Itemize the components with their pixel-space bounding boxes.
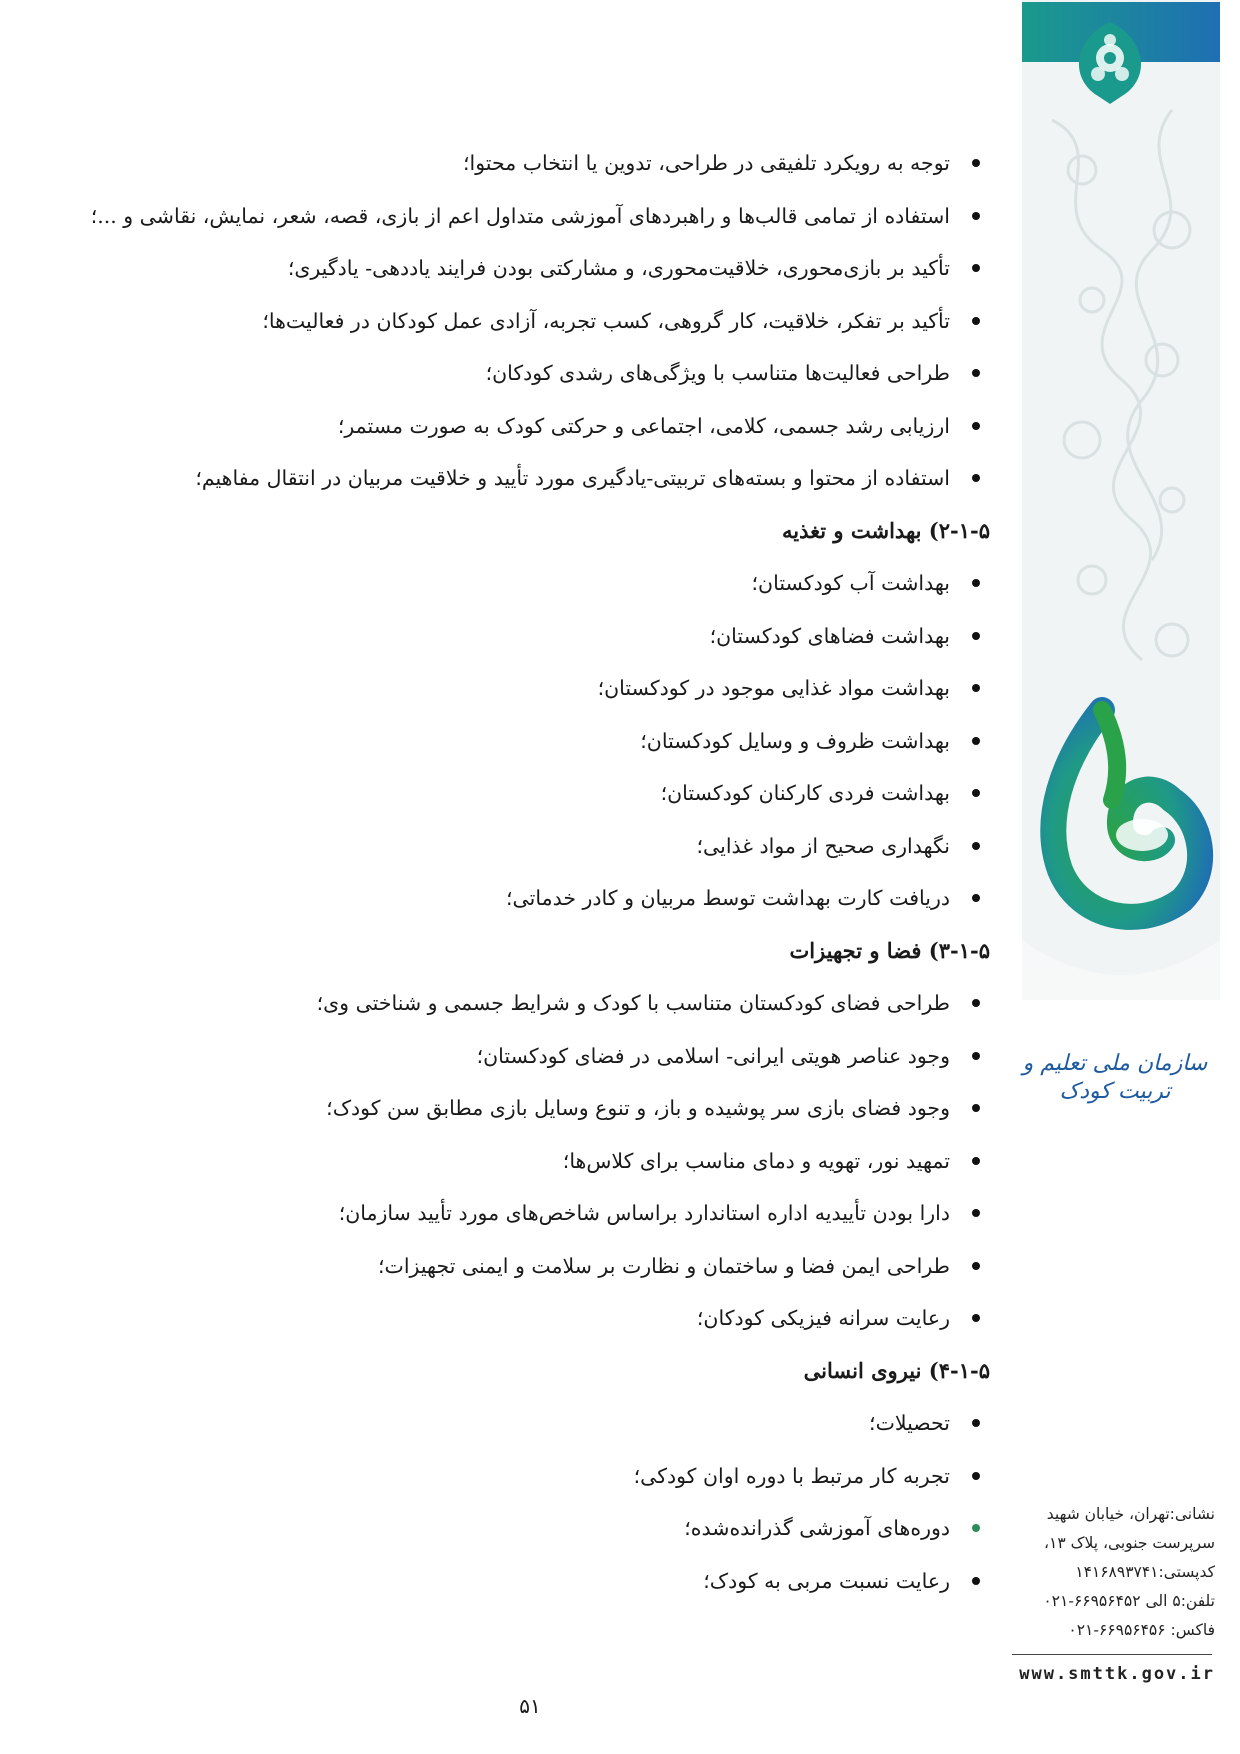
section-heading-space: ۳-۱-۵) فضا و تجهیزات (789, 937, 990, 963)
address-line: سرپرست جنوبی، پلاک ۱۳، (1043, 1534, 1215, 1552)
space-list (100, 988, 990, 1333)
list-item: رعایت نسبت مربی به کودک؛ (100, 1566, 990, 1596)
main-content (90, 148, 990, 1618)
list-item: تمهید نور، تهویه و دمای مناسب برای کلاس‌ها؛ (100, 1146, 990, 1176)
list-item: بهداشت آب کودکستان؛ (100, 568, 990, 598)
list-item: استفاده از تمامی قالب‌ها و راهبردهای آموزشی متداول اعم از بازی، قصه، شعر، نمایش، نقاشی و ...؛ (100, 201, 990, 231)
list-item: تأکید بر بازی‌محوری، خلاقیت‌محوری، و مشارکتی بودن فرایند یاددهی- یادگیری؛ (100, 253, 990, 283)
list-item: وجود عناصر هویتی ایرانی- اسلامی در فضای کودکستان؛ (100, 1041, 990, 1071)
list-item: استفاده از محتوا و بسته‌های تربیتی-یادگیری مورد تأیید و خلاقیت مربیان در انتقال مفاهیم؛ (100, 463, 990, 493)
list-item: دارا بودن تأییدیه اداره استاندارد براساس شاخص‌های مورد تأیید سازمان؛ (100, 1198, 990, 1228)
list-item: تأکید بر تفکر، خلاقیت، کار گروهی، کسب تجربه، آزادی عمل کودکان در فعالیت‌ها؛ (100, 306, 990, 336)
list-item: طراحی فعالیت‌ها متناسب با ویژگی‌های رشدی کودکان؛ (100, 358, 990, 388)
section-heading-health: ۲-۱-۵) بهداشت و تغذیه (782, 517, 990, 543)
list-item: دریافت کارت بهداشت توسط مربیان و کادر خدماتی؛ (100, 883, 990, 913)
organization-logo-text (1010, 1050, 1220, 1160)
list-item: بهداشت فردی کارکنان کودکستان؛ (100, 778, 990, 808)
list-item: تحصیلات؛ (100, 1408, 990, 1438)
list-item: تجربه کار مرتبط با دوره اوان کودکی؛ (100, 1461, 990, 1491)
address-line: نشانی:تهران، خیابان شهید (1046, 1505, 1215, 1523)
list-item: ارزیابی رشد جسمی، کلامی، اجتماعی و حرکتی کودک به صورت مستمر؛ (100, 411, 990, 441)
page-number: ۵۱ (519, 1694, 541, 1718)
phone-number: تلفن:۵ الی ۶۶۹۵۶۴۵۲-۰۲۱ (1043, 1592, 1215, 1610)
decorative-band (1022, 0, 1220, 1000)
list-item: نگهداری صحیح از مواد غذایی؛ (100, 831, 990, 861)
logo-text: سازمان ملی تعلیم و تربیت کودک (1022, 1051, 1208, 1104)
list-item: بهداشت فضاهای کودکستان؛ (100, 621, 990, 651)
intro-list (90, 148, 990, 493)
fax-number: فاکس: ۶۶۹۵۶۴۵۶-۰۲۱ (1068, 1621, 1215, 1639)
list-item: رعایت سرانه فیزیکی کودکان؛ (100, 1303, 990, 1333)
staff-list (100, 1408, 990, 1596)
list-item: طراحی فضای کودکستان متناسب با کودک و شرایط جسمی و شناختی وی؛ (100, 988, 990, 1018)
website-link[interactable]: www.smttk.gov.ir (1019, 1664, 1215, 1684)
address-block (1010, 1500, 1215, 1645)
section-heading-staff: ۴-۱-۵) نیروی انسانی (803, 1357, 990, 1383)
list-item: بهداشت مواد غذایی موجود در کودکستان؛ (100, 673, 990, 703)
list-item: توجه به رویکرد تلفیقی در طراحی، تدوین یا انتخاب محتوا؛ (100, 148, 990, 178)
list-item: وجود فضای بازی سر پوشیده و باز، و تنوع وسایل بازی مطابق سن کودک؛ (100, 1093, 990, 1123)
address-divider (1012, 1654, 1212, 1655)
postal-code: کدپستی:۱۴۱۶۸۹۳۷۴۱ (1075, 1563, 1215, 1581)
list-item: طراحی ایمن فضا و ساختمان و نظارت بر سلامت و ایمنی تجهیزات؛ (100, 1251, 990, 1281)
list-item: بهداشت ظروف و وسایل کودکستان؛ (100, 726, 990, 756)
health-list (100, 568, 990, 913)
list-item: دوره‌های آموزشی گذرانده‌شده؛ (100, 1513, 990, 1543)
